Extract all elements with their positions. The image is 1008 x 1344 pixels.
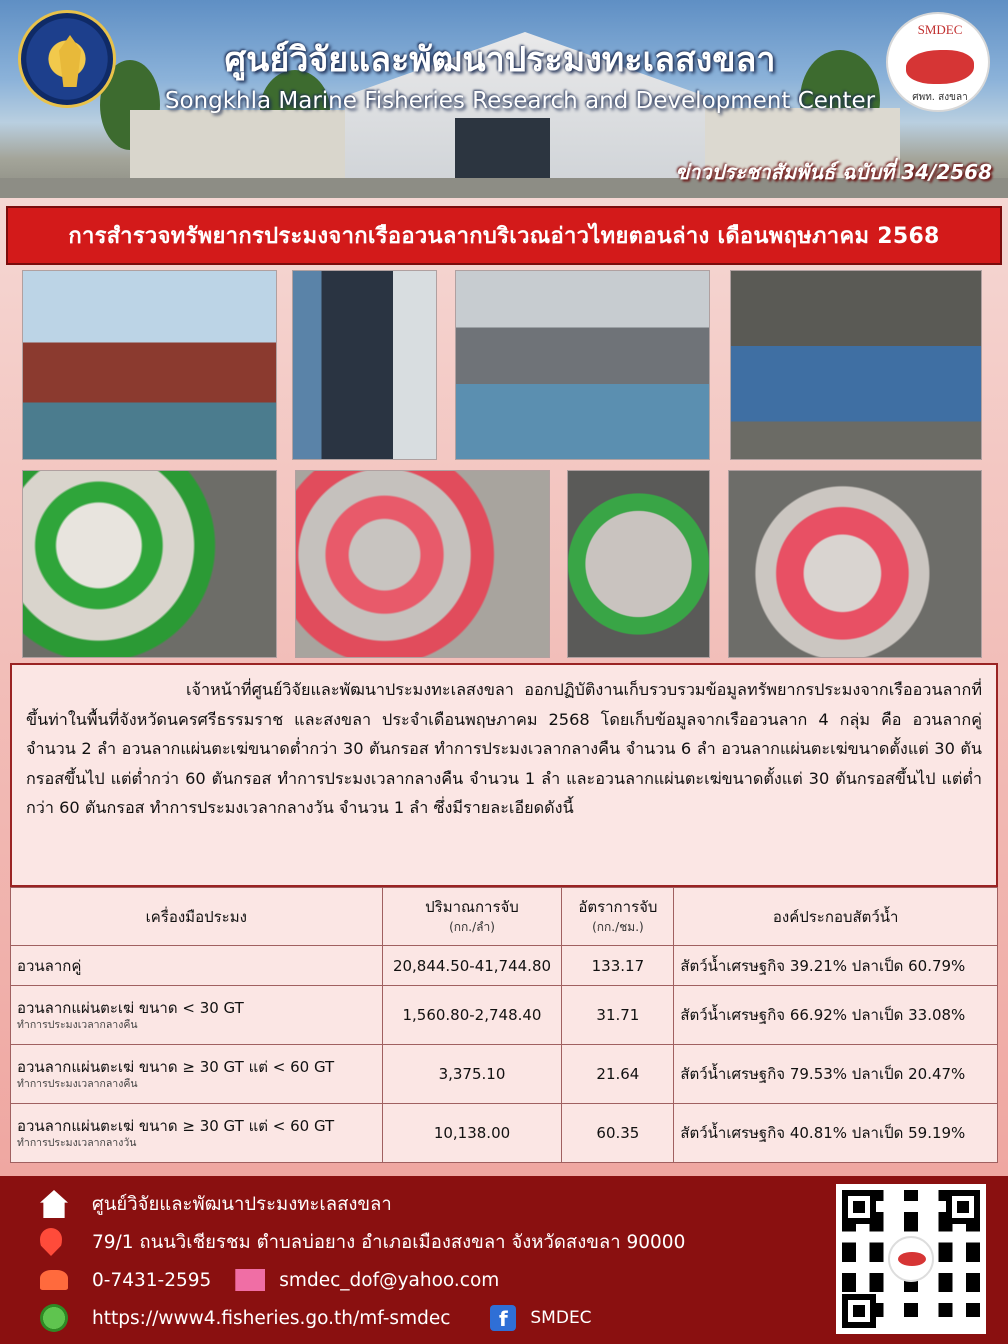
footer-facebook[interactable]: SMDEC: [530, 1308, 592, 1328]
fish-icon: [906, 50, 974, 84]
header-composition-label: องค์ประกอบสัตว์น้ำ: [772, 907, 899, 926]
cell-composition: สัตว์น้ำเศรษฐกิจ 66.92% ปลาเป็ด 33.08%: [674, 986, 998, 1045]
cell-composition: สัตว์น้ำเศรษฐกิจ 79.53% ปลาเป็ด 20.47%: [674, 1045, 998, 1104]
header-rate-label: อัตราการจับ: [578, 897, 658, 916]
header-title-thai: ศูนย์วิจัยและพัฒนาประมงทะเลสงขลา: [224, 40, 776, 80]
header-composition: [674, 888, 998, 946]
cell-rate: 60.35: [562, 1104, 674, 1163]
footer-website[interactable]: https://www4.fisheries.go.th/mf-smdec: [92, 1307, 451, 1329]
qr-center-logo: [888, 1236, 934, 1282]
news-title: การสำรวจทรัพยากรประมงจากเรืออวนลากบริเวณอ่าวไทยตอนล่าง เดือนพฤษภาคม 2568: [68, 224, 940, 249]
qr-finder: [842, 1294, 876, 1328]
globe-icon: [40, 1304, 68, 1332]
table-row: [11, 986, 998, 1045]
footer-email[interactable]: smdec_dof@yahoo.com: [279, 1269, 500, 1291]
table-row: [11, 946, 998, 986]
header-catch: [382, 888, 562, 946]
header-gear-label: เครื่องมือประมง: [145, 907, 247, 926]
photo-red-baskets: [295, 470, 550, 658]
news-title-banner: [6, 206, 1002, 265]
facebook-icon: f: [490, 1305, 516, 1331]
header-rate: [562, 888, 674, 946]
gear-name: อวนลากแผ่นตะเฆ่ ขนาด ≥ 30 GT แต่ < 60 GT: [17, 1117, 335, 1135]
mail-icon: [235, 1269, 265, 1291]
gear-name: อวนลากแผ่นตะเฆ่ ขนาด < 30 GT: [17, 999, 244, 1017]
footer-org-name: ศูนย์วิจัยและพัฒนาประมงทะเลสงขลา: [92, 1193, 392, 1215]
gear-name: อวนลากคู่: [17, 956, 82, 975]
cell-rate: 21.64: [562, 1045, 674, 1104]
photo-trawler-boat: [22, 270, 277, 460]
gear-name: อวนลากแผ่นตะเฆ่ ขนาด ≥ 30 GT แต่ < 60 GT: [17, 1058, 335, 1076]
qr-code[interactable]: [836, 1184, 986, 1334]
header-gear: [11, 888, 383, 946]
header-title-english: Songkhla Marine Fisheries Research and Development Center: [164, 88, 876, 114]
description-box: [10, 663, 998, 887]
building-wing-left: [130, 110, 360, 180]
phone-icon: [40, 1270, 68, 1290]
header-catch-label: ปริมาณการจับ: [425, 897, 519, 916]
logo-text: SMDEC: [917, 22, 963, 37]
smdec-logo: [886, 12, 990, 112]
table-header-row: [11, 888, 998, 946]
cell-rate: 31.71: [562, 986, 674, 1045]
photo-squid-basket: [567, 470, 710, 658]
photo-fishing-pier: [455, 270, 710, 460]
house-icon: [40, 1190, 68, 1218]
emblem-icon: [59, 35, 81, 87]
fish-icon: [898, 1252, 926, 1266]
table-row: [11, 1045, 998, 1104]
footer-phone-row: [40, 1264, 499, 1296]
cell-gear: [11, 986, 383, 1045]
cell-gear: [11, 1045, 383, 1104]
cell-gear: [11, 1104, 383, 1163]
description-text: เจ้าหน้าที่ศูนย์วิจัยและพัฒนาประมงทะเลสงขลา ออกปฏิบัติงานเก็บรวบรวมข้อมูลทรัพยากรประมงจากเรืออวนลากที่ขึ้นท่าในพื้นที่จังหวัดนครศรีธรรมราช และสงขลา ประจำเดือนพฤษภาคม 2568 โดยเก็บข้อมูลจากเรืออวนลาก 4 กลุ่ม คือ อวนลากคู่ จำนวน 2 ลำ อวนลากแผ่นตะเฆ่ขนาดต่ำกว่า 30 ตันกรอส ทำการประมงเวลากลางคืน จำนวน 6 ลำ อวนลากแผ่นตะเฆ่ขนาดตั้งแต่ 30 ตันกรอสขึ้นไป แต่ต่ำกว่า 60 ตันกรอส ทำการประมงเวลากลางคืน จำนวน 1 ลำ และอวนลากแผ่นตะเฆ่ขนาดตั้งแต่ 30 ตันกรอสขึ้นไป แต่ต่ำกว่า 60 ตันกรอส ทำการประมงเวลากลางวัน จำนวน 1 ลำ ซึ่งมีรายละเอียดดังนี้: [26, 680, 982, 817]
cell-gear: [11, 946, 383, 986]
survey-results-table: [10, 887, 998, 1163]
footer-address: 79/1 ถนนวิเชียรชม ตำบลบ่อยาง อำเภอเมืองสงขลา จังหวัดสงขลา 90000: [92, 1231, 686, 1253]
cell-composition: สัตว์น้ำเศรษฐกิจ 39.21% ปลาเป็ด 60.79%: [674, 946, 998, 986]
photo-sorting-catch: [730, 270, 982, 460]
footer-org-row: [40, 1188, 392, 1220]
cell-catch: 10,138.00: [382, 1104, 562, 1163]
footer-web-row: [40, 1302, 592, 1334]
header-catch-unit: (กก./ลำ): [449, 919, 495, 934]
photo-green-baskets: [22, 470, 277, 658]
footer-address-row: [40, 1226, 685, 1258]
cell-composition: สัตว์น้ำเศรษฐกิจ 40.81% ปลาเป็ด 59.19%: [674, 1104, 998, 1163]
header-rate-unit: (กก./ชม.): [592, 919, 644, 934]
issue-number: ข่าวประชาสัมพันธ์ ฉบับที่ 34/2568: [675, 160, 992, 184]
cell-catch: 20,844.50-41,744.80: [382, 946, 562, 986]
table-row: [11, 1104, 998, 1163]
gear-note: ทำการประมงเวลากลางคืน: [17, 1078, 138, 1090]
cell-catch: 1,560.80-2,748.40: [382, 986, 562, 1045]
cell-rate: 133.17: [562, 946, 674, 986]
footer-phone: 0-7431-2595: [92, 1269, 212, 1291]
cell-catch: 3,375.10: [382, 1045, 562, 1104]
header-banner: [0, 0, 1008, 198]
location-pin-icon: [40, 1228, 62, 1256]
qr-finder: [842, 1190, 876, 1224]
gear-note: ทำการประมงเวลากลางคืน: [17, 1019, 138, 1031]
logo-subtext: ศพท. สงขลา: [912, 92, 968, 103]
department-of-fisheries-logo: [18, 10, 116, 108]
qr-finder: [946, 1190, 980, 1224]
photo-fish-red-baskets: [728, 470, 982, 658]
photo-boat-cabin: [292, 270, 437, 460]
gear-note: ทำการประมงเวลากลางวัน: [17, 1137, 137, 1149]
